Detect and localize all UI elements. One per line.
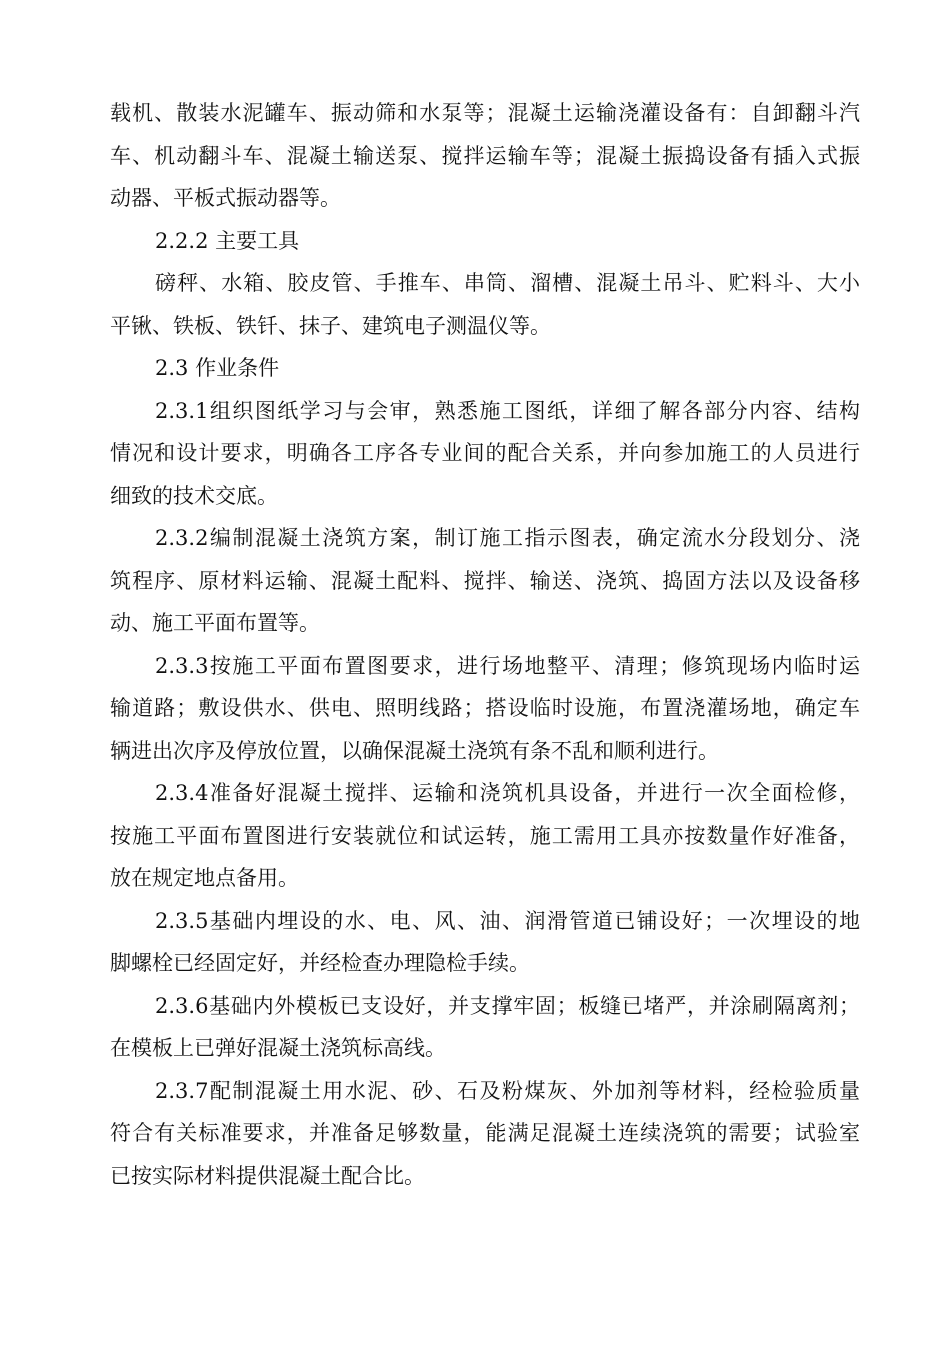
text-line: 2.3.4准备好混凝土搅拌、运输和浇筑机具设备，并进行一次全面检修，	[155, 781, 860, 805]
body-text	[110, 92, 860, 1197]
text-line: 脚螺栓已经固定好，并经检查办理隐检手续。	[110, 951, 530, 975]
text-line: 已按实际材料提供混凝土配合比。	[110, 1163, 425, 1188]
text-line: 2.3.2编制混凝土浇筑方案，制订施工指示图表，确定流水分段划分、浇	[155, 526, 860, 550]
text-line: 情况和设计要求，明确各工序各专业间的配合关系，并向参加施工的人员进行	[110, 441, 860, 465]
text-line: 2.3.6基础内外模板已支设好，并支撑牢固；板缝已堵严，并涂刷隔离剂；	[155, 993, 860, 1018]
text-line: 按施工平面布置图进行安装就位和试运转，施工需用工具亦按数量作好准备，	[110, 823, 860, 848]
text-line: 平锹、铁板、铁钎、抹子、建筑电子测温仪等。	[110, 313, 551, 338]
text-line: 输道路；敷设供水、供电、照明线路；搭设临时设施，布置浇灌场地，确定车	[110, 696, 860, 720]
text-line: 2.3.5基础内埋设的水、电、风、油、润滑管道已铺设好；一次埋设的地	[155, 908, 860, 933]
text-line: 动、施工平面布置等。	[110, 611, 320, 635]
text-line: 车、机动翻斗车、混凝土输送泵、搅拌运输车等；混凝土振捣设备有插入式振	[110, 143, 860, 168]
text-line: 2.3.3按施工平面布置图要求，进行场地整平、清理；修筑现场内临时运	[155, 653, 860, 678]
text-line: 2.3.1组织图纸学习与会审，熟悉施工图纸，详细了解各部分内容、结构	[155, 398, 860, 423]
section-heading: 2.3 作业条件	[155, 356, 280, 380]
text-line: 放在规定地点备用。	[110, 866, 299, 890]
text-line: 筑程序、原材料运输、混凝土配料、搅拌、输送、浇筑、捣固方法以及设备移	[110, 568, 860, 593]
text-line: 载机、散装水泥罐车、振动筛和水泵等；混凝土运输浇灌设备有：自卸翻斗汽	[110, 101, 860, 125]
text-line: 磅秤、水箱、胶皮管、手推车、串筒、溜槽、混凝土吊斗、贮料斗、大小	[155, 271, 860, 295]
text-line: 2.3.7配制混凝土用水泥、砂、石及粉煤灰、外加剂等材料，经检验质量	[155, 1078, 860, 1103]
text-line: 动器、平板式振动器等。	[110, 186, 341, 210]
text-line: 符合有关标准要求，并准备足够数量，能满足混凝土连续浇筑的需要；试验室	[110, 1121, 860, 1145]
text-line: 细致的技术交底。	[110, 483, 278, 508]
text-line: 在模板上已弹好混凝土浇筑标高线。	[110, 1036, 446, 1060]
section-heading: 2.2.2 主要工具	[155, 228, 300, 253]
text-line: 辆进出次序及停放位置，以确保混凝土浇筑有条不乱和顺利进行。	[110, 738, 719, 763]
